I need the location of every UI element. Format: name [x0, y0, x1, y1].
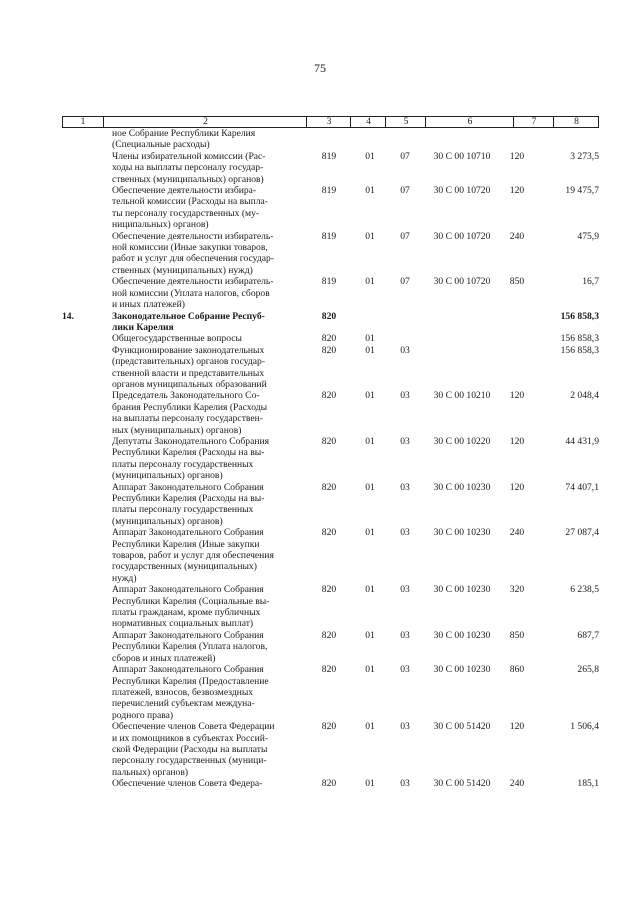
cell-expense-type: 120 — [509, 185, 525, 197]
cell-expense-type: 120 — [509, 721, 525, 733]
cell-amount: 185,1 — [577, 778, 599, 790]
cell-subsection: 03 — [400, 435, 410, 447]
table-row — [62, 527, 599, 584]
table-row — [62, 778, 599, 789]
cell-subsection: 03 — [400, 721, 410, 733]
cell-name: Обеспечение деятельности избира- тельной комиссии (Расходы на выпла- ты персоналу государственных (му- ниципальных) органов) — [112, 185, 268, 231]
cell-ministry-code: 820 — [321, 481, 337, 493]
cell-name: Аппарат Законодательного Собрания Республики Карелия (Предоставление платежей, взносов, безвозмездных перечислений субъектам междуна- родного права) — [112, 664, 269, 721]
cell-subsection: 07 — [400, 150, 410, 162]
cell-target-article: 30 С 00 10710 — [433, 150, 491, 162]
cell-target-article: 30 С 00 10720 — [433, 276, 491, 288]
cell-target-article: 30 С 00 10230 — [433, 584, 491, 596]
cell-ministry-code: 820 — [321, 721, 337, 733]
table-header-row — [62, 116, 599, 128]
cell-name: Законодательное Собрание Респуб- лики Карелия — [112, 310, 265, 333]
cell-target-article: 30 С 00 10230 — [433, 481, 491, 493]
cell-subsection: 03 — [400, 481, 410, 493]
cell-subsection: 03 — [400, 778, 410, 790]
cell-target-article: 30 С 00 10720 — [433, 185, 491, 197]
table-row — [62, 584, 599, 630]
cell-expense-type: 240 — [509, 230, 525, 242]
cell-expense-type: 240 — [509, 778, 525, 790]
cell-ministry-code: 820 — [321, 310, 337, 322]
cell-ministry-code: 820 — [321, 390, 337, 402]
cell-section: 01 — [365, 185, 375, 197]
cell-name: Аппарат Законодательного Собрания Республики Карелия (Расходы на вы- платы персоналу государственных (муниципальных) органов) — [112, 481, 265, 527]
cell-target-article: 30 С 00 51420 — [433, 778, 491, 790]
row-number: 14. — [62, 310, 74, 322]
cell-section: 01 — [365, 276, 375, 288]
header-col-1: 1 — [80, 117, 86, 127]
cell-amount: 265,8 — [577, 664, 599, 676]
cell-amount: 687,7 — [577, 629, 599, 641]
page-number: 75 — [314, 61, 326, 75]
cell-subsection: 03 — [400, 390, 410, 402]
cell-amount: 2 048,4 — [570, 390, 599, 402]
cell-section: 01 — [365, 584, 375, 596]
cell-ministry-code: 820 — [321, 527, 337, 539]
cell-ministry-code: 819 — [321, 230, 337, 242]
cell-ministry-code: 820 — [321, 435, 337, 447]
cell-amount: 74 407,1 — [565, 481, 599, 493]
table-row — [62, 345, 599, 391]
cell-expense-type: 860 — [509, 664, 525, 676]
cell-name: ное Собрание Республики Карелия (Специальные расходы) — [112, 128, 256, 151]
cell-ministry-code: 820 — [321, 629, 337, 641]
cell-ministry-code: 819 — [321, 185, 337, 197]
cell-section: 01 — [365, 333, 375, 345]
cell-amount: 1 506,4 — [570, 721, 599, 733]
header-col-3: 3 — [306, 117, 351, 127]
cell-section: 01 — [365, 664, 375, 676]
cell-section: 01 — [365, 390, 375, 402]
cell-amount: 19 475,7 — [565, 185, 599, 197]
cell-expense-type: 850 — [509, 629, 525, 641]
cell-ministry-code: 820 — [321, 333, 337, 345]
cell-expense-type: 120 — [509, 435, 525, 447]
table-row — [62, 721, 599, 778]
table-row — [62, 482, 599, 528]
cell-ministry-code: 820 — [321, 344, 337, 356]
cell-target-article: 30 С 00 10230 — [433, 664, 491, 676]
cell-amount: 6 238,5 — [570, 584, 599, 596]
cell-target-article: 30 С 00 10230 — [433, 629, 491, 641]
cell-expense-type: 240 — [509, 527, 525, 539]
cell-name: Председатель Законодательного Со- брания Республики Карелия (Расходы на выплаты персоналу государствен- ных (муниципальных) органов) — [112, 390, 268, 436]
table-row — [62, 151, 599, 185]
cell-section: 01 — [365, 435, 375, 447]
cell-name: Функционирование законодательных (представительных) органов государ- ственной власти и представительных органов муниципальных образований — [112, 344, 267, 390]
table-row — [62, 630, 599, 664]
budget-table — [62, 116, 599, 790]
cell-amount: 44 431,9 — [565, 435, 599, 447]
cell-name: Обеспечение членов Совета Федерации и их помощников в субъектах Россий- ской Федерации (Расходы на выплаты персоналу государственных (муници- пальных) органов) — [112, 721, 275, 778]
table-row — [62, 185, 599, 231]
cell-name: Общегосударственные вопросы — [112, 333, 242, 345]
cell-subsection: 07 — [400, 276, 410, 288]
cell-section: 01 — [365, 629, 375, 641]
cell-target-article: 30 С 00 51420 — [433, 721, 491, 733]
cell-amount: 156 858,3 — [560, 333, 599, 345]
header-col-8: 8 — [553, 117, 599, 127]
cell-expense-type: 120 — [509, 390, 525, 402]
cell-subsection: 03 — [400, 584, 410, 596]
cell-subsection: 03 — [400, 344, 410, 356]
table-row — [62, 276, 599, 310]
cell-name: Обеспечение деятельности избиратель- ной комиссии (Иные закупки товаров, работ и услуг для обеспечения государ- ственных (муниципальных) нужд) — [112, 230, 274, 276]
cell-subsection: 03 — [400, 527, 410, 539]
table-row — [62, 333, 599, 344]
header-col-4: 4 — [350, 117, 386, 127]
cell-ministry-code: 819 — [321, 150, 337, 162]
cell-name: Депутаты Законодательного Собрания Республики Карелия (Расходы на вы- платы персоналу государственных (муниципальных) органов) — [112, 435, 270, 482]
cell-expense-type: 320 — [509, 584, 525, 596]
cell-target-article: 30 С 00 10210 — [433, 390, 491, 402]
cell-subsection: 07 — [400, 230, 410, 242]
table-row — [62, 436, 599, 482]
header-col-2: 2 — [103, 117, 307, 127]
cell-amount: 156 858,3 — [560, 344, 599, 356]
cell-name: Аппарат Законодательного Собрания Республики Карелия (Социальные вы- платы гражданам, кроме публичных нормативных социальных выплат) — [112, 584, 270, 630]
cell-section: 01 — [365, 230, 375, 242]
table-body — [62, 128, 599, 790]
cell-name: Члены избирательной комиссии (Рас- ходы на выплаты персоналу государ- ственных (муниципальных) органов) — [112, 150, 266, 185]
cell-expense-type: 120 — [509, 481, 525, 493]
cell-section: 01 — [365, 344, 375, 356]
cell-subsection: 07 — [400, 185, 410, 197]
cell-subsection: 03 — [400, 664, 410, 676]
cell-amount: 16,7 — [582, 276, 599, 288]
cell-section: 01 — [365, 721, 375, 733]
cell-amount: 156 858,3 — [560, 310, 599, 322]
cell-ministry-code: 820 — [321, 778, 337, 790]
cell-name: Обеспечение деятельности избиратель- ной комиссии (Уплата налогов, сборов и иных платежей) — [112, 276, 274, 311]
table-row — [62, 311, 599, 334]
cell-expense-type: 120 — [509, 150, 525, 162]
cell-section: 01 — [365, 778, 375, 790]
cell-ministry-code: 820 — [321, 664, 337, 676]
cell-target-article: 30 С 00 10720 — [433, 230, 491, 242]
cell-target-article: 30 С 00 10220 — [433, 435, 491, 447]
cell-name: Аппарат Законодательного Собрания Республики Карелия (Иные закупки товаров, работ и услуг для обеспечения государственных (муниципальных) нужд) — [112, 527, 274, 584]
table-row — [62, 664, 599, 721]
cell-target-article: 30 С 00 10230 — [433, 527, 491, 539]
cell-ministry-code: 819 — [321, 276, 337, 288]
header-col-6: 6 — [425, 117, 514, 127]
cell-amount: 3 273,5 — [570, 150, 599, 162]
cell-amount: 475,9 — [577, 230, 599, 242]
cell-ministry-code: 820 — [321, 584, 337, 596]
cell-amount: 27 087,4 — [565, 527, 599, 539]
cell-name: Обеспечение членов Совета Федера- — [112, 778, 263, 790]
header-col-5: 5 — [385, 117, 426, 127]
table-row — [62, 128, 599, 151]
header-col-7: 7 — [513, 117, 554, 127]
cell-name: Аппарат Законодательного Собрания Республики Карелия (Уплата налогов, сборов и иных платежей) — [112, 629, 268, 664]
cell-subsection: 03 — [400, 629, 410, 641]
cell-expense-type: 850 — [509, 276, 525, 288]
table-row — [62, 231, 599, 277]
table-row — [62, 390, 599, 436]
cell-section: 01 — [365, 481, 375, 493]
cell-section: 01 — [365, 527, 375, 539]
cell-section: 01 — [365, 150, 375, 162]
